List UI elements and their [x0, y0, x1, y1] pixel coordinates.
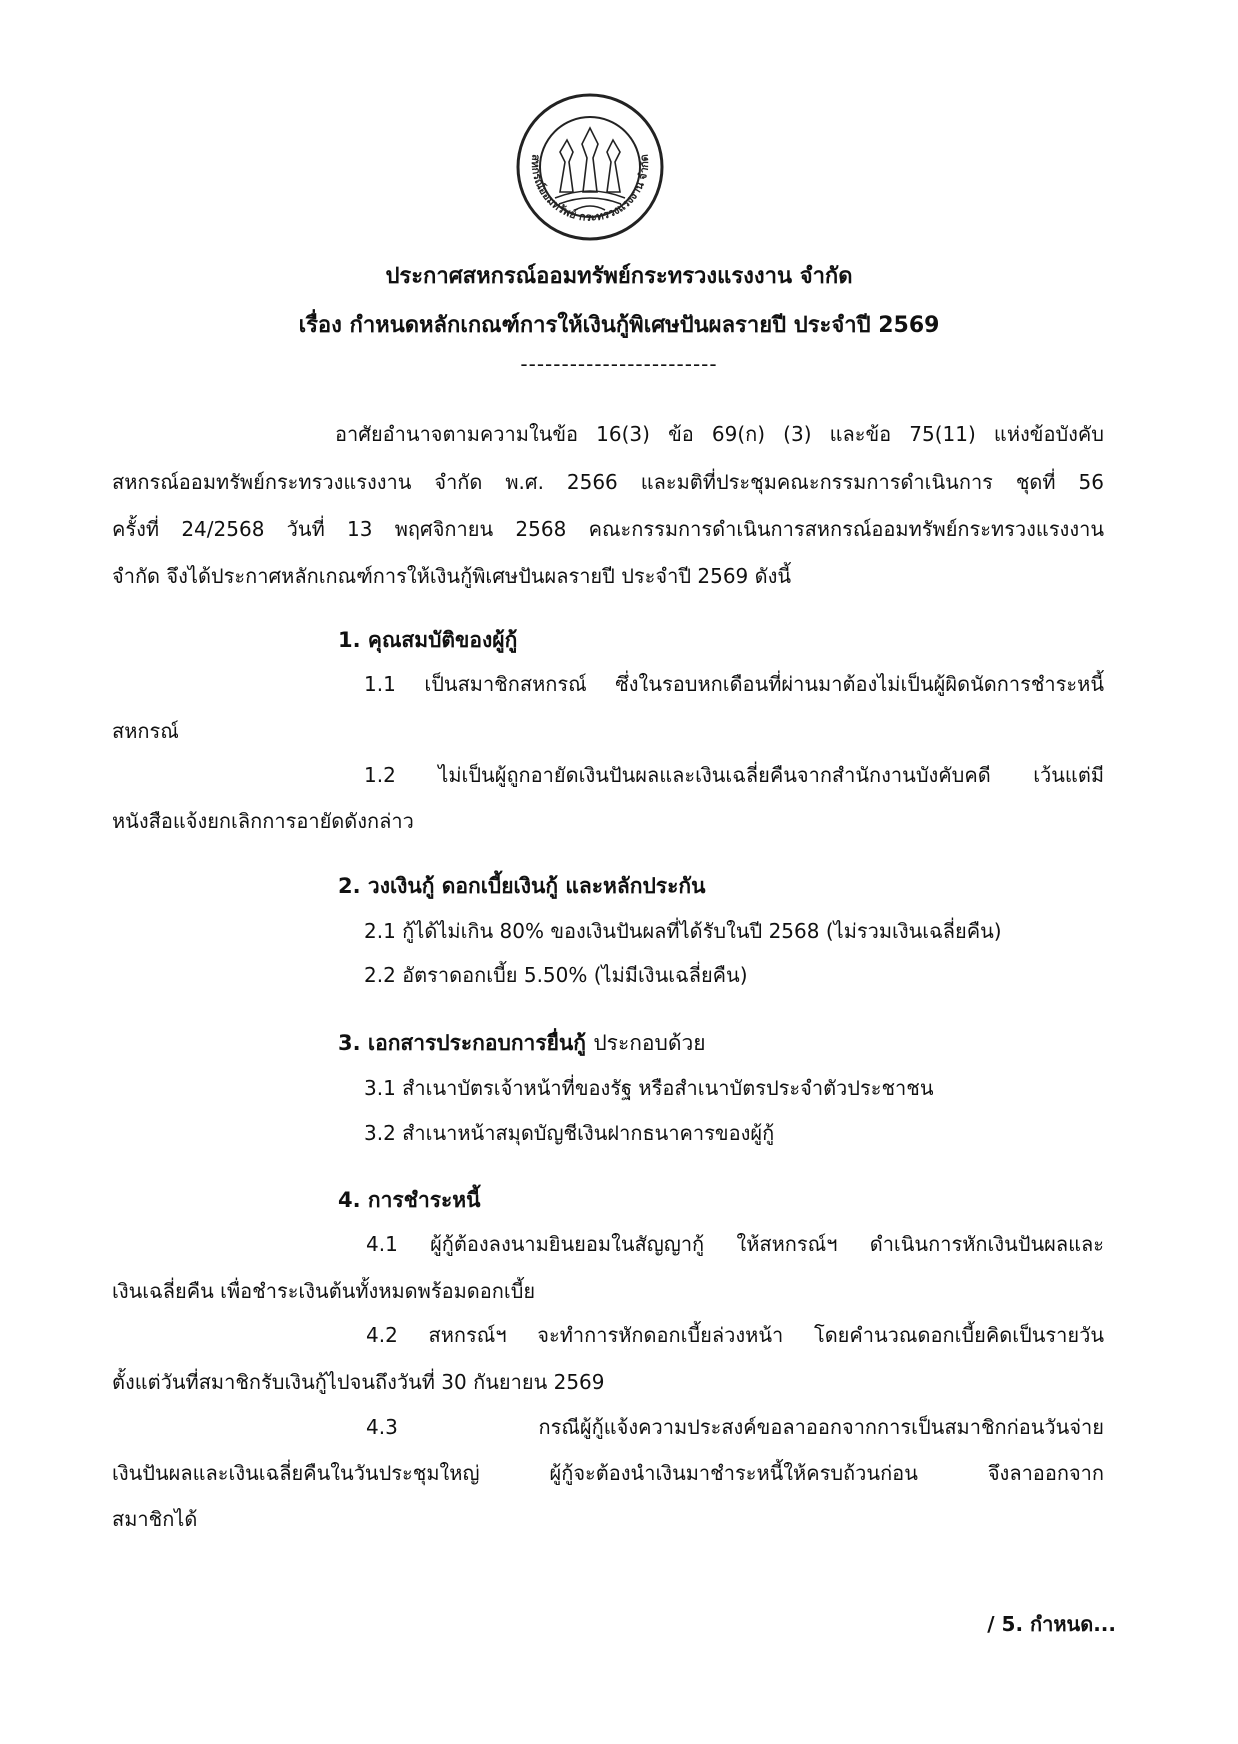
section-2-item-2: 2.2 อัตราดอกเบี้ย 5.50% (ไม่มีเงินเฉลี่ยคืน): [364, 963, 748, 987]
section-2-heading: 2. วงเงินกู้ ดอกเบี้ยเงินกู้ และหลักประกัน: [338, 874, 706, 898]
section-4-item-3-line-1: 4.3 กรณีผู้กู้แจ้งความประสงค์ขอลาออกจากการเป็นสมาชิกก่อนวันจ่าย: [366, 1415, 1104, 1439]
section-3-item-2: 3.2 สำเนาหน้าสมุดบัญชีเงินฝากธนาคารของผู้กู้: [364, 1121, 775, 1145]
section-3-heading-label: 3. เอกสารประกอบการยื่นกู้: [338, 1031, 587, 1055]
section-1-item-2-line-2: หนังสือแจ้งยกเลิกการอายัดดังกล่าว: [112, 809, 414, 833]
announcement-subject: เรื่อง กำหนดหลักเกณฑ์การให้เงินกู้พิเศษปันผลรายปี ประจำปี 2569: [298, 313, 940, 338]
title-divider: ------------------------: [520, 352, 718, 376]
preamble-line-1: อาศัยอำนาจตามความในข้อ 16(3) ข้อ 69(ก) (3) และข้อ 75(11) แห่งข้อบังคับ: [335, 422, 1104, 446]
announcement-title: ประกาศสหกรณ์ออมทรัพย์กระทรวงแรงงาน จำกัด: [385, 264, 853, 289]
section-4-item-1-line-2: เงินเฉลี่ยคืน เพื่อชำระเงินต้นทั้งหมดพร้อมดอกเบี้ย: [112, 1279, 536, 1303]
preamble-line-2: สหกรณ์ออมทรัพย์กระทรวงแรงงาน จำกัด พ.ศ. 2566 และมติที่ประชุมคณะกรรมการดำเนินการ ชุดที่ 56: [112, 470, 1104, 494]
svg-text:สหกรณ์ออมทรัพย์ กระทรวงแรงงาน: [529, 154, 651, 224]
section-4-heading: 4. การชำระหนี้: [338, 1188, 481, 1212]
section-3-heading: [338, 1027, 706, 1060]
section-3-heading-suffix: ประกอบด้วย: [593, 1031, 706, 1055]
section-1-heading: 1. คุณสมบัติของผู้กู้: [338, 628, 518, 652]
section-4-item-1-line-1: 4.1 ผู้กู้ต้องลงนามยินยอมในสัญญากู้ ให้สหกรณ์ฯ ดำเนินการหักเงินปันผลและ: [366, 1232, 1104, 1256]
section-4-item-2-line-2: ตั้งแต่วันที่สมาชิกรับเงินกู้ไปจนถึงวันที่ 30 กันยายน 2569: [112, 1370, 605, 1394]
section-3-item-1: 3.1 สำเนาบัตรเจ้าหน้าที่ของรัฐ หรือสำเนาบัตรประจำตัวประชาชน: [364, 1076, 934, 1100]
section-4-item-3-line-3: สมาชิกได้: [112, 1507, 198, 1531]
preamble-line-4: จำกัด จึงได้ประกาศหลักเกณฑ์การให้เงินกู้พิเศษปันผลรายปี ประจำปี 2569 ดังนี้: [112, 564, 792, 588]
preamble-line-3: ครั้งที่ 24/2568 วันที่ 13 พฤศจิกายน 2568 คณะกรรมการดำเนินการสหกรณ์ออมทรัพย์กระทรวงแรงงาน: [112, 517, 1104, 541]
cooperative-seal-logo: [515, 92, 665, 242]
section-1-item-1-line-2: สหกรณ์: [112, 719, 179, 743]
section-1-item-1-line-1: 1.1 เป็นสมาชิกสหกรณ์ ซึ่งในรอบหกเดือนที่ผ่านมาต้องไม่เป็นผู้ผิดนัดการชำระหนี้: [364, 672, 1104, 696]
section-4-item-3-line-2: เงินปันผลและเงินเฉลี่ยคืนในวันประชุมใหญ่ ผู้กู้จะต้องนำเงินมาชำระหนี้ให้ครบถ้วนก่อน จึงลาออกจาก: [112, 1461, 1104, 1485]
section-2-item-1: 2.1 กู้ได้ไม่เกิน 80% ของเงินปันผลที่ได้รับในปี 2568 (ไม่รวมเงินเฉลี่ยคืน): [364, 919, 1002, 943]
page-continuation: / 5. กำหนด...: [987, 1612, 1116, 1636]
seal-text: สหกรณ์ออมทรัพย์ กระทรวงแรงงาน จำกัด: [528, 153, 652, 224]
section-4-item-2-line-1: 4.2 สหกรณ์ฯ จะทำการหักดอกเบี้ยล่วงหน้า โดยคำนวณดอกเบี้ยคิดเป็นรายวัน: [366, 1323, 1104, 1347]
section-1-item-2-line-1: 1.2 ไม่เป็นผู้ถูกอายัดเงินปันผลและเงินเฉลี่ยคืนจากสำนักงานบังคับคดี เว้นแต่มี: [364, 763, 1104, 787]
